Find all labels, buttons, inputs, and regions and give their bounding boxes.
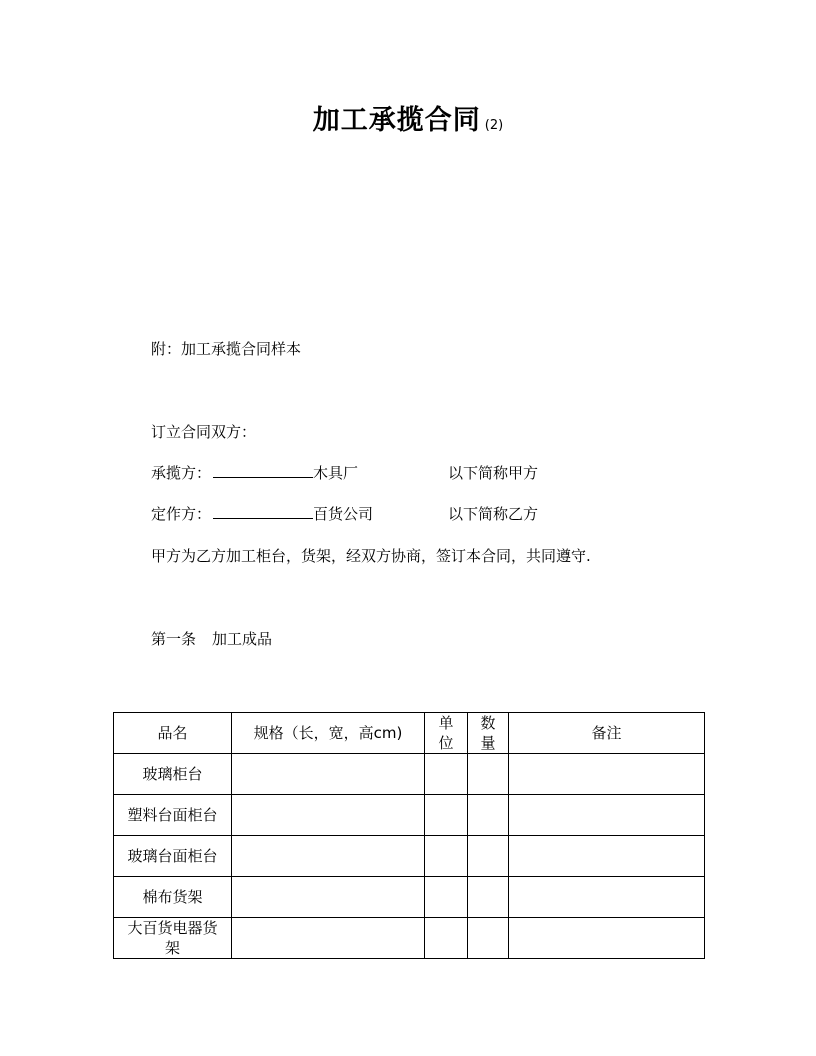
article-number: 第一条: [151, 630, 197, 648]
row-name-line-2: 架: [164, 939, 180, 957]
row-unit: [425, 836, 468, 877]
table-row: [114, 836, 705, 877]
header-unit-line-2: 位: [438, 734, 454, 752]
row-name: 玻璃柜台: [114, 754, 232, 795]
row-spec: [232, 918, 425, 959]
header-unit-line-1: 单: [438, 714, 454, 732]
document-title: [0, 98, 816, 137]
header-quantity-line-2: 量: [480, 734, 496, 752]
preamble: 甲方为乙方加工柜台，货架，经双方协商，签订本合同，共同遵守.: [151, 547, 591, 565]
row-name-line-1: 大百货电器货: [127, 919, 218, 937]
contractor-label: 承揽方：: [151, 464, 212, 482]
table-row: [114, 918, 705, 959]
article-one-heading: [151, 629, 272, 649]
row-name: [114, 918, 232, 959]
row-unit: [425, 795, 468, 836]
orderer-name: 百货公司: [313, 505, 374, 523]
contractor-line: [151, 463, 358, 483]
orderer-blank: [213, 504, 313, 519]
attachment-line: 附：加工承揽合同样本: [151, 340, 302, 358]
row-remark: [509, 795, 705, 836]
row-quantity: [468, 877, 509, 918]
header-unit: [425, 713, 468, 754]
row-spec: [232, 877, 425, 918]
contractor-blank: [213, 463, 313, 478]
row-name: 玻璃台面柜台: [114, 836, 232, 877]
header-remark: 备注: [509, 713, 705, 754]
parties-heading: 订立合同双方：: [151, 423, 257, 441]
row-unit: [425, 754, 468, 795]
title-main: 加工承揽合同: [312, 105, 481, 136]
row-quantity: [468, 795, 509, 836]
row-unit: [425, 918, 468, 959]
row-name: 塑料台面柜台: [114, 795, 232, 836]
row-remark: [509, 877, 705, 918]
title-sub: (2): [484, 118, 504, 133]
row-spec: [232, 754, 425, 795]
table-row: [114, 877, 705, 918]
header-quantity: [468, 713, 509, 754]
contractor-alias: 以下简称甲方: [448, 464, 539, 482]
row-name: 棉布货架: [114, 877, 232, 918]
article-title: 加工成品: [212, 630, 273, 648]
goods-table: [113, 712, 705, 959]
orderer-label: 定作方：: [151, 505, 212, 523]
row-quantity: [468, 754, 509, 795]
row-unit: [425, 877, 468, 918]
table-row: [114, 754, 705, 795]
header-name: 品名: [114, 713, 232, 754]
row-remark: [509, 918, 705, 959]
row-spec: [232, 836, 425, 877]
row-remark: [509, 754, 705, 795]
header-spec: 规格（长，宽，高cm): [232, 713, 425, 754]
table-header-row: [114, 713, 705, 754]
header-quantity-line-1: 数: [480, 714, 496, 732]
contractor-name: 木具厂: [313, 464, 359, 482]
orderer-line: [151, 504, 373, 524]
row-spec: [232, 795, 425, 836]
table-row: [114, 795, 705, 836]
row-remark: [509, 836, 705, 877]
row-quantity: [468, 836, 509, 877]
orderer-alias: 以下简称乙方: [448, 505, 539, 523]
row-quantity: [468, 918, 509, 959]
